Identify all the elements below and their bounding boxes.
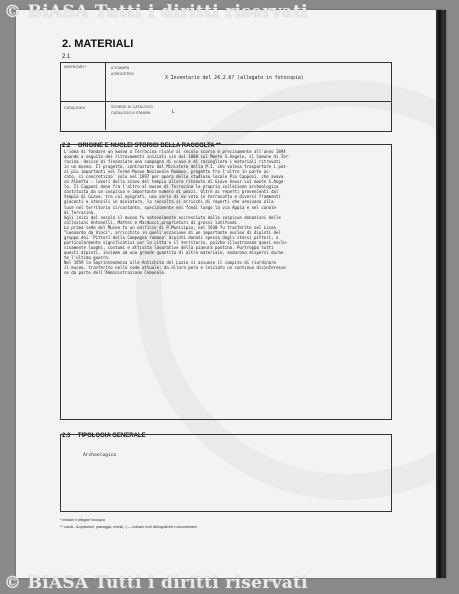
origine-text-line: gruppo dei 'Pittori della Campagna romana' dipinti donati spesso dagli stessi pittori, e <box>64 234 279 240</box>
origine-title: ORIGINE E NUCLEI STORICI DELLA RACCOLTA ** <box>77 143 221 149</box>
origine-text-line: L'idea di fondare un museo a Terracina risale al secolo scorso e precisamente all'anno 1894 <box>64 149 286 154</box>
cataloghi-stampa-label: CATALOGO A STAMPA <box>111 111 151 115</box>
origine-text-line: questi dipinti, insieme ad una grande quantita di altro materiale, andarono dispersi duran- <box>64 249 286 255</box>
origine-text-line: luce nel territorio circostante, specialmente nei fondi lungo la via Appia e nel canale <box>64 204 276 210</box>
origine-text-line: zi piu importanti nel Terme Museo Nazionale Romano, progetto fra l'altro in parte ac- <box>64 169 272 175</box>
origine-text-line: collezioni Antonelli, Mattei e Marducci,proprietari di grossi latifondi. <box>64 219 240 225</box>
inventari-label-cell <box>61 63 106 101</box>
inventari-stampa-label: A STAMPA <box>111 66 130 70</box>
tipologia-title: TIPOLOGIA GENERALE <box>77 433 146 439</box>
origine-text-line: Agli inizi del secolo il museo fu notevolmente accresciuto dalle cospicue donazioni delle <box>64 214 281 220</box>
origine-text-line: il museo, trasferito nella sede attuale; da allora pero e iniziato un continuo disinteresse <box>64 265 286 271</box>
binding-spine <box>436 10 446 578</box>
origine-box <box>60 144 392 420</box>
cataloghi-value: L <box>172 110 175 115</box>
origine-text-line: La prima sede del Museo fu un edificio di P.Municipio, nel 1930 fu trasferito nel Liceo <box>64 224 276 230</box>
origine-text-line: quando a seguito dei ritrovamenti iniziati sin dal 1880 sul Monte S.Angelo, il Comune di Ter- <box>64 154 291 160</box>
origine-text-line: lo. Il Capponi dono fra l'altro al museo di Terracina la propria collezione archeologica <box>64 184 279 190</box>
document-page <box>16 10 446 578</box>
tipologia-value: Archeologico <box>83 453 117 458</box>
origine-text-line: "Leonardo da Vinci", arricchito in quell'occasione di un importante nucleo di dipinti del <box>64 229 281 235</box>
origine-text-line: sa Albetta : lavori dello scavo del tempio allora ritenuto di Giove Anxur sul monte S.Ange- <box>64 179 286 185</box>
tipologia-number: 2.3 <box>62 433 71 439</box>
origine-text-line: Nel 1959 la Soprintendenza alle Antichita del Lazio si assunse il compito di riordinare <box>64 260 276 266</box>
footnote-2: ** Lasciti - Acquisizioni, passaggio, eventi(...) — indicare fonti bibliografiche e documentarie <box>60 525 198 529</box>
inventari-registro-label: A REGISTRO <box>111 72 134 76</box>
origine-text <box>64 149 291 275</box>
origine-text-line: in un museo. Il progetto, contrastato dal Ministero della P.I. che voleva trasportare i pez- <box>64 164 289 170</box>
origine-text-line: cato, si concretizzo' solo nel 1897 per opera dello studioso locale Pio Capponi, che aveva <box>64 174 284 180</box>
watermark-bottom: © BiASA Tutti i diritti riservati <box>4 573 308 593</box>
footnote-1: * Indicare e allegare fotocopia <box>60 518 105 522</box>
subsection-number-2-1: 2.1 <box>62 54 71 60</box>
cataloghi-box <box>60 102 392 132</box>
cataloghi-label: CATALOGHI <box>64 106 86 110</box>
inventari-box <box>60 62 392 102</box>
watermark-top: © BiASA Tutti i diritti riservati <box>4 2 308 22</box>
origine-text-line: tempio di Giove, tra cui epigrafi, una serie di ex voto in terracotta e diversi frammenti <box>64 194 281 200</box>
inventari-label: INVENTARI * <box>64 65 87 69</box>
inventari-value: X Inventario del 24.2.6? (allegato in fotocopia) <box>165 76 304 81</box>
origine-number: 2.2 <box>62 143 71 149</box>
origine-text-line: te l'ultima guerra. <box>64 254 111 260</box>
cataloghi-label-cell <box>61 102 106 130</box>
origine-text-line: di Terracina. <box>64 209 96 215</box>
origine-text-line: sivamente luoghi, costumi e attivita lavorative della pianura pontina. Purtroppo tutti <box>64 244 274 250</box>
origine-text-line: particolarmente significativi per la citta e il territorio, poiche illustravano quasi esclu- <box>64 239 289 245</box>
section-title: 2. MATERIALI <box>62 38 134 50</box>
origine-text-line: se da parte dell'Amministrazione Comunale. <box>64 270 167 276</box>
cataloghi-schede-label: SCHEDE DI CATALOGO <box>111 105 153 109</box>
origine-text-line: racina decise di finanziare una campagna di scavo e di raccogliere i materiali ritrovati <box>64 159 281 165</box>
origine-text-line: costituita da un cospicuo e importante numero di pezzi. Oltre ai reperti provenienti dal <box>64 189 279 195</box>
tipologia-box <box>60 434 392 512</box>
origine-text-line: giacenti e utensili in miniatura, la raccolta si arricchi di reperti che venivano alla <box>64 199 274 205</box>
